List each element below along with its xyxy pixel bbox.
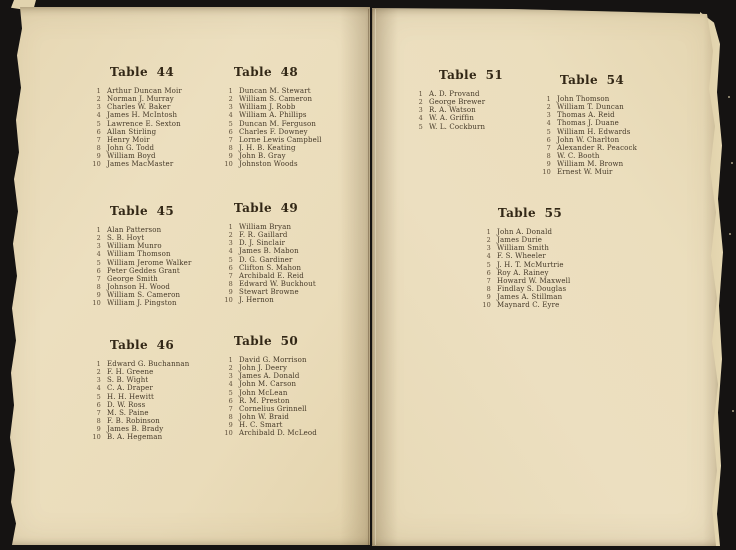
seat-number: 2 xyxy=(96,95,101,104)
seat-number: 7 xyxy=(228,404,233,413)
guest-name: R. M. Preston xyxy=(239,396,290,405)
seat-number: 4 xyxy=(418,114,423,123)
seat-number: 8 xyxy=(546,151,551,160)
roster-row xyxy=(90,275,194,283)
guest-name: M. S. Paine xyxy=(107,408,149,417)
seat-number: 1 xyxy=(96,87,101,95)
roster-row xyxy=(90,103,194,111)
seat-number: 3 xyxy=(486,244,491,253)
seat-number: 8 xyxy=(228,143,233,152)
roster-row xyxy=(480,277,580,285)
seat-number: 2 xyxy=(418,98,423,107)
seat-number: 9 xyxy=(228,421,233,430)
roster-row xyxy=(222,128,310,136)
roster-row xyxy=(90,242,194,250)
seat-number: 4 xyxy=(96,250,101,259)
seat-number: 6 xyxy=(228,396,233,405)
seat-number: 9 xyxy=(486,293,491,302)
guest-name: W. C. Booth xyxy=(557,151,600,160)
roster-row xyxy=(90,425,194,433)
seat-number: 7 xyxy=(486,276,491,285)
roster-row xyxy=(222,119,317,128)
table-title: Table 51 xyxy=(438,68,504,82)
guest-name: F. H. Greene xyxy=(107,368,154,377)
guest-name: Johnson H. Wood xyxy=(107,282,171,291)
seat-number: 10 xyxy=(482,301,491,310)
guest-name: S. B. Wight xyxy=(107,376,149,385)
table-block-46 xyxy=(90,339,194,441)
guest-name: D. W. Ross xyxy=(107,400,146,409)
roster-row xyxy=(480,269,580,277)
roster-row xyxy=(222,247,310,255)
roster-row xyxy=(222,111,310,119)
table-title: Table 49 xyxy=(233,201,299,215)
guest-name: Arthur Duncan Moir xyxy=(107,87,182,95)
seat-number: 1 xyxy=(228,356,233,364)
guest-name: William H. Edwards xyxy=(557,127,631,136)
roster-row xyxy=(222,356,310,364)
seat-number: 4 xyxy=(486,252,491,261)
seat-number: 10 xyxy=(224,160,233,169)
guest-name: W. L. Cockburn xyxy=(429,122,486,131)
guest-name: Alan Patterson xyxy=(107,226,162,234)
roster-row xyxy=(480,293,580,301)
guest-name: George Smith xyxy=(107,274,158,283)
roster-row xyxy=(222,279,316,288)
roster-row xyxy=(480,261,580,269)
guest-name: R. A. Watson xyxy=(429,106,476,115)
guest-name: James A. Donald xyxy=(239,372,300,381)
seat-number: 2 xyxy=(96,234,101,243)
guest-name: James B. Brady xyxy=(107,425,164,434)
guest-name: John McLean xyxy=(239,388,288,397)
table-title: Table 44 xyxy=(109,65,175,79)
guest-name: Cornelius Grinnell xyxy=(239,404,307,413)
guest-name: Duncan M. Stewart xyxy=(239,87,311,95)
seat-number: 6 xyxy=(228,127,233,136)
roster-row xyxy=(90,376,194,384)
guest-name: J. H. B. Keating xyxy=(239,143,296,152)
roster-row xyxy=(540,144,644,152)
roster-row xyxy=(222,413,310,421)
roster-row xyxy=(222,231,310,239)
guest-name: Alexander R. Peacock xyxy=(557,143,637,152)
seat-number: 8 xyxy=(228,412,233,421)
roster-row xyxy=(222,380,310,388)
seat-number: 4 xyxy=(96,111,101,120)
guest-name: Clifton S. Mahon xyxy=(239,263,302,272)
roster-row xyxy=(222,288,310,296)
seat-number: 10 xyxy=(224,429,233,438)
guest-name: W. A. Griffin xyxy=(429,114,474,123)
roster-row xyxy=(90,368,194,376)
guest-name: William S. Cameron xyxy=(239,95,313,104)
seat-number: 1 xyxy=(418,90,423,98)
table-block-51 xyxy=(412,69,530,131)
guest-name: William A. Phillips xyxy=(239,111,307,120)
guest-name: J. Hernon xyxy=(239,296,274,305)
guest-name: William J. Pingston xyxy=(107,299,177,308)
roster-row xyxy=(540,160,644,168)
seat-number: 1 xyxy=(486,228,491,236)
roster-row xyxy=(222,429,317,438)
guest-name: J. H. T. McMurtrie xyxy=(497,260,564,269)
seat-number: 1 xyxy=(546,95,551,103)
roster-row xyxy=(222,95,313,104)
guest-name: William T. Duncan xyxy=(557,103,624,112)
roster-row xyxy=(90,152,194,160)
seat-number: 6 xyxy=(96,266,101,275)
guest-name: D. G. Gardiner xyxy=(239,255,293,264)
guest-name: William Bryan xyxy=(239,223,292,231)
seat-number: 10 xyxy=(92,299,101,308)
roster-row xyxy=(412,90,530,98)
seat-number: 2 xyxy=(96,368,101,377)
roster-row xyxy=(90,136,194,144)
seat-number: 7 xyxy=(96,135,101,144)
roster-row xyxy=(90,128,194,136)
guest-name: Peter Geddes Grant xyxy=(107,266,180,275)
roster-row xyxy=(90,291,194,299)
guest-name: Thomas J. Duane xyxy=(557,119,619,128)
roster-row xyxy=(90,111,194,119)
roster-row xyxy=(222,397,310,405)
roster-row xyxy=(222,160,310,168)
roster-row xyxy=(90,95,194,103)
guest-name: Archibald E. Reid xyxy=(239,271,304,280)
roster-row xyxy=(90,384,194,392)
roster-row xyxy=(480,285,580,293)
seat-number: 6 xyxy=(96,400,101,409)
seat-number: 3 xyxy=(546,111,551,120)
guest-name: Maynard C. Eyre xyxy=(497,301,560,310)
roster-row xyxy=(90,360,194,368)
seat-number: 8 xyxy=(96,282,101,291)
roster-row xyxy=(90,409,194,417)
table-block-48 xyxy=(222,65,322,169)
seat-number: 2 xyxy=(228,95,233,104)
guest-name: F. S. Wheeler xyxy=(497,252,546,261)
roster-row xyxy=(412,98,530,106)
seat-number: 2 xyxy=(546,103,551,112)
guest-name: William Boyd xyxy=(107,152,156,161)
guest-name: Findlay S. Douglas xyxy=(497,284,567,293)
guest-name: George Brewer xyxy=(429,98,486,107)
seat-number: 5 xyxy=(96,258,101,267)
guest-name: Ernest W. Muir xyxy=(557,168,613,177)
roster-row xyxy=(90,234,194,242)
seat-number: 8 xyxy=(486,284,491,293)
guest-name: Allan Stirling xyxy=(107,127,157,136)
roster-row xyxy=(222,264,310,272)
guest-name: Norman J. Murray xyxy=(107,95,174,104)
seat-number: 8 xyxy=(96,416,101,425)
roster-row xyxy=(90,433,194,441)
guest-name: John Thomson xyxy=(557,95,610,103)
roster-row xyxy=(540,95,644,103)
seat-number: 7 xyxy=(96,274,101,283)
guest-name: James A. Stillman xyxy=(497,293,563,302)
roster-row xyxy=(540,103,644,111)
seat-number: 3 xyxy=(96,376,101,385)
guest-name: Charles W. Baker xyxy=(107,103,171,112)
roster-row xyxy=(90,226,194,234)
seat-number: 1 xyxy=(96,360,101,368)
seat-number: 1 xyxy=(96,226,101,234)
guest-name: Archibald D. McLeod xyxy=(239,429,317,438)
seat-number: 10 xyxy=(542,168,551,177)
table-title: Table 55 xyxy=(497,206,563,220)
guest-name: F. B. Robinson xyxy=(107,416,160,425)
roster-row xyxy=(480,244,580,252)
roster-row xyxy=(90,160,194,168)
seat-number: 6 xyxy=(486,268,491,277)
seat-number: 9 xyxy=(228,288,233,297)
seat-number: 4 xyxy=(546,119,551,128)
seat-number: 10 xyxy=(224,296,233,305)
roster-row xyxy=(90,401,194,409)
roster-row xyxy=(540,136,644,144)
roster-row xyxy=(540,119,644,127)
seat-number: 2 xyxy=(228,364,233,373)
seat-number: 6 xyxy=(228,263,233,272)
guest-name: John A. Donald xyxy=(497,228,553,236)
seat-number: 10 xyxy=(92,160,101,169)
guest-name: James B. Mabon xyxy=(239,247,299,256)
seat-number: 6 xyxy=(546,135,551,144)
guest-name: Johnston Woods xyxy=(239,160,298,169)
guest-name: James H. McIntosh xyxy=(107,111,178,120)
guest-name: Charles F. Downey xyxy=(239,127,308,136)
guest-name: S. B. Hoyt xyxy=(107,234,145,243)
guest-name: William S. Cameron xyxy=(107,291,181,300)
guest-name: James MacMaster xyxy=(107,160,174,169)
roster-row xyxy=(90,120,194,128)
guest-name: Lorne Lewis Campbell xyxy=(239,135,322,144)
guest-name: John J. Deery xyxy=(239,364,288,373)
guest-name: James Durie xyxy=(497,236,543,245)
guest-name: William Thomson xyxy=(107,250,171,259)
seat-number: 1 xyxy=(228,223,233,231)
seat-number: 6 xyxy=(96,127,101,136)
table-title: Table 54 xyxy=(559,73,625,87)
guest-name: Edward G. Buchannan xyxy=(107,360,190,368)
roster-row xyxy=(222,272,310,280)
guest-name: John M. Carson xyxy=(239,380,297,389)
guest-name: William M. Brown xyxy=(557,160,624,169)
table-block-44 xyxy=(90,66,194,168)
guest-name: Stewart Browne xyxy=(239,288,299,297)
guest-name: C. A. Draper xyxy=(107,384,153,393)
seat-number: 4 xyxy=(228,111,233,120)
seat-number: 5 xyxy=(546,127,551,136)
seat-number: 2 xyxy=(486,236,491,245)
seat-number: 3 xyxy=(228,103,233,112)
seat-number: 7 xyxy=(228,271,233,280)
seat-number: 7 xyxy=(228,135,233,144)
roster-row xyxy=(222,87,310,95)
guest-name: Thomas A. Reid xyxy=(557,111,615,120)
roster-row xyxy=(412,123,530,131)
seat-number: 5 xyxy=(418,122,423,131)
guest-name: John W. Braid xyxy=(239,412,290,421)
guest-name: F. R. Gaillard xyxy=(239,231,288,240)
guest-name: Duncan M. Ferguson xyxy=(239,119,317,128)
roster-row xyxy=(222,152,310,160)
guest-name: A. D. Provand xyxy=(429,90,480,98)
seat-number: 3 xyxy=(228,239,233,248)
table-block-55 xyxy=(480,207,580,309)
seat-number: 5 xyxy=(228,119,233,128)
roster-row xyxy=(540,168,644,176)
guest-name: John W. Charlton xyxy=(557,135,620,144)
seat-number: 3 xyxy=(96,242,101,251)
roster-row xyxy=(90,267,194,275)
roster-row xyxy=(90,417,194,425)
roster-row xyxy=(222,239,310,247)
guest-name: B. A. Hegeman xyxy=(107,433,163,442)
guest-name: Edward W. Buckhout xyxy=(239,279,316,288)
guest-name: Lawrence E. Sexton xyxy=(107,119,181,128)
table-block-50 xyxy=(222,334,317,438)
seat-number: 10 xyxy=(92,433,101,442)
roster-row xyxy=(90,393,194,401)
seat-number: 9 xyxy=(96,291,101,300)
seat-number: 3 xyxy=(418,106,423,115)
roster-row xyxy=(90,144,194,152)
seat-number: 7 xyxy=(96,408,101,417)
seat-number: 5 xyxy=(228,255,233,264)
roster-row xyxy=(480,236,580,244)
roster-row xyxy=(222,144,310,152)
roster-row xyxy=(222,256,310,264)
roster-row xyxy=(222,389,310,397)
roster-row xyxy=(222,296,310,304)
table-title: Table 46 xyxy=(109,338,175,352)
guest-name: D. J. Sinclair xyxy=(239,239,286,248)
roster-row xyxy=(412,106,530,114)
roster-row xyxy=(540,152,644,160)
roster-row xyxy=(480,252,580,260)
seat-number: 4 xyxy=(228,380,233,389)
seat-number: 5 xyxy=(96,392,101,401)
seat-number: 9 xyxy=(96,152,101,161)
table-title: Table 50 xyxy=(233,334,299,348)
roster-row xyxy=(540,111,644,119)
guest-name: William Jerome Walker xyxy=(107,258,192,267)
seat-number: 8 xyxy=(228,279,233,288)
seat-number: 3 xyxy=(228,372,233,381)
roster-row xyxy=(222,364,310,372)
table-block-49 xyxy=(222,201,316,305)
guest-name: H. C. Smart xyxy=(239,421,283,430)
seat-number: 1 xyxy=(228,87,233,95)
table-title: Table 45 xyxy=(109,204,175,218)
roster-row xyxy=(540,128,644,136)
guest-name: Howard W. Maxwell xyxy=(497,276,571,285)
guest-name: Henry Moir xyxy=(107,135,150,144)
roster-row xyxy=(90,87,194,95)
roster-row xyxy=(222,421,310,429)
seat-number: 4 xyxy=(228,247,233,256)
roster-row xyxy=(480,301,580,309)
roster-row xyxy=(480,228,580,236)
seat-number: 5 xyxy=(228,388,233,397)
guest-name: Roy A. Rainey xyxy=(497,268,549,277)
table-title: Table 48 xyxy=(233,65,299,79)
guest-name: William J. Robb xyxy=(239,103,296,112)
seat-number: 8 xyxy=(96,143,101,152)
guest-name: David G. Morrison xyxy=(239,356,307,364)
guest-name: H. H. Hewitt xyxy=(107,392,155,401)
seat-number: 9 xyxy=(96,425,101,434)
roster-row xyxy=(90,299,194,307)
roster-row xyxy=(90,259,194,267)
roster-row xyxy=(90,250,194,258)
guest-name: William Smith xyxy=(497,244,550,253)
seat-number: 5 xyxy=(96,119,101,128)
roster-row xyxy=(222,372,310,380)
seat-number: 4 xyxy=(96,384,101,393)
guest-name: John G. Todd xyxy=(107,143,155,152)
roster-row xyxy=(222,103,310,111)
seat-number: 9 xyxy=(546,160,551,169)
roster-row xyxy=(412,114,530,122)
roster-row xyxy=(222,223,310,231)
table-block-45 xyxy=(90,205,194,307)
roster-row xyxy=(222,405,310,413)
roster-row xyxy=(90,283,194,291)
seat-number: 2 xyxy=(228,231,233,240)
seat-number: 5 xyxy=(486,260,491,269)
seat-number: 9 xyxy=(228,152,233,161)
roster-row xyxy=(222,135,322,144)
seat-number: 3 xyxy=(96,103,101,112)
seat-number: 7 xyxy=(546,143,551,152)
guest-name: William Munro xyxy=(107,242,162,251)
guest-name: John B. Gray xyxy=(239,152,286,161)
table-block-54 xyxy=(540,74,644,176)
